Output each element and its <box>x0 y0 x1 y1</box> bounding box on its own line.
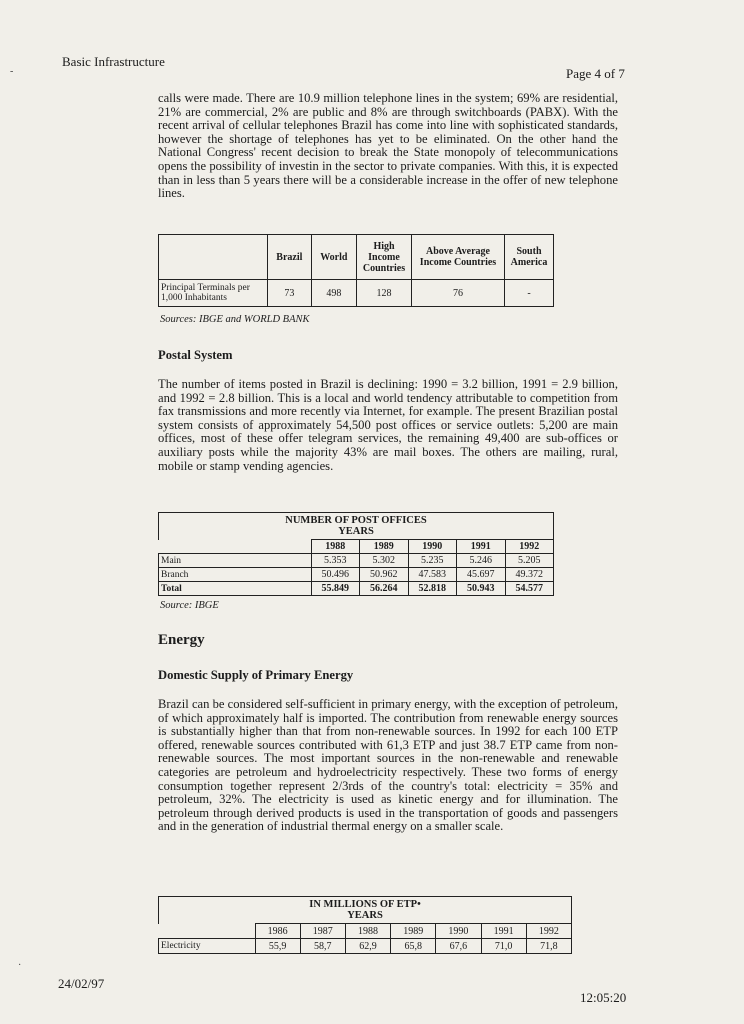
table-cell: 56.264 <box>360 582 409 596</box>
column-header: High Income Countries <box>357 235 412 280</box>
table-cell: 71,0 <box>481 939 526 954</box>
table-header-row <box>159 924 572 939</box>
table-cell: 50.943 <box>457 582 506 596</box>
column-header: South America <box>505 235 554 280</box>
table-cell: 5.353 <box>311 554 360 568</box>
table-caption <box>159 897 572 924</box>
table-row-total <box>159 582 554 596</box>
row-label: Principal Terminals per 1,000 Inhabitants <box>159 280 268 307</box>
year-header: 1992 <box>505 540 554 554</box>
table-cell: 47.583 <box>408 568 457 582</box>
energy-block <box>158 698 618 834</box>
subsection-heading: Domestic Supply of Primary Energy <box>158 668 354 682</box>
header-title: Basic Infrastructure <box>62 54 165 69</box>
table-corner-cell <box>159 540 312 554</box>
table-cell: 498 <box>311 280 356 307</box>
scan-mark: - <box>10 66 14 77</box>
table-cell: 128 <box>357 280 412 307</box>
table-cell: 67,6 <box>436 939 481 954</box>
table-cell: 50.496 <box>311 568 360 582</box>
table-title: NUMBER OF POST OFFICES <box>285 515 427 526</box>
table-cell: 49.372 <box>505 568 554 582</box>
year-header: 1991 <box>481 924 526 939</box>
table-corner-cell <box>159 924 256 939</box>
table-header-row <box>159 540 554 554</box>
table-cell: 62,9 <box>345 939 390 954</box>
table-row <box>159 554 554 568</box>
energy-table <box>158 896 572 954</box>
year-header: 1988 <box>345 924 390 939</box>
footer-time: 12:05:20 <box>580 990 627 1005</box>
table-subtitle: YEARS <box>338 526 374 537</box>
table-cell: 5.246 <box>457 554 506 568</box>
year-header: 1992 <box>526 924 571 939</box>
table-cell: 50.962 <box>360 568 409 582</box>
year-header: 1989 <box>360 540 409 554</box>
table-cell: 73 <box>268 280 312 307</box>
table-cell: 76 <box>412 280 505 307</box>
section-heading-energy: Energy <box>158 632 205 648</box>
table-row <box>159 568 554 582</box>
table-subtitle: YEARS <box>347 910 383 921</box>
table-cell: 65,8 <box>391 939 436 954</box>
table-source: Sources: IBGE and WORLD BANK <box>160 314 310 325</box>
year-header: 1988 <box>311 540 360 554</box>
postal-block <box>158 378 618 473</box>
column-header: World <box>311 235 356 280</box>
table-source: Source: IBGE <box>160 600 219 611</box>
table-cell: 55,9 <box>255 939 300 954</box>
table-corner-cell <box>159 235 268 280</box>
table-caption <box>159 513 554 540</box>
footer-date: 24/02/97 <box>58 976 105 991</box>
table-caption-row <box>159 513 554 540</box>
postal-paragraph: The number of items posted in Brazil is declining: 1990 = 3.2 billion, 1991 = 2.9 billion, and 1992 = 2.8 billion. This is a local and world tendency attributable to competition from fax transmissions and more recently via Internet, for example. The present Brazilian postal system consists of approximately 54,500 post offices or service outlets: 5,200 are main offices, most of these offer telegram services, the remaining 49,400 are sub-offices or auxiliary posts while the majority 43% are mail boxes. The others are mailing, rural, mobile or stamp vending agencies. <box>158 377 618 473</box>
scan-mark: · <box>18 960 22 971</box>
table-cell: 54.577 <box>505 582 554 596</box>
table-cell: 45.697 <box>457 568 506 582</box>
post-office-table <box>158 512 554 596</box>
table-caption-row <box>159 897 572 924</box>
table-cell: 58,7 <box>300 939 345 954</box>
table-row <box>159 280 554 307</box>
table-header-row <box>159 235 554 280</box>
intro-paragraph: calls were made. There are 10.9 million telephone lines in the system; 69% are residential, 21% are commercial, 2% are public and 8% are through switchboards (PABX). With the recent arrival of cellular telephones Brazil has come into line with sophisticated standards, however the shortage of telephones has yet to be eliminated. On the other hand the National Congress' recent decision to break the State monopoly of telecommunications opens the possibility of investin in the sector to private companies. With this, it is expected than in less than 5 years there will be a considerable increase in the offer of new telephone lines. <box>158 91 618 201</box>
year-header: 1987 <box>300 924 345 939</box>
table-cell: 5.235 <box>408 554 457 568</box>
table-cell: 55.849 <box>311 582 360 596</box>
page-number: Page 4 of 7 <box>566 66 625 81</box>
table-cell: 71,8 <box>526 939 571 954</box>
year-header: 1989 <box>391 924 436 939</box>
row-label: Electricity <box>159 939 256 954</box>
table-cell: 5.205 <box>505 554 554 568</box>
section-heading-postal: Postal System <box>158 348 233 362</box>
table-cell: 52.818 <box>408 582 457 596</box>
year-header: 1986 <box>255 924 300 939</box>
row-label: Branch <box>159 568 312 582</box>
row-label: Total <box>159 582 312 596</box>
intro-block <box>158 92 618 201</box>
row-label: Main <box>159 554 312 568</box>
table-cell: 5.302 <box>360 554 409 568</box>
year-header: 1990 <box>408 540 457 554</box>
table-cell: - <box>505 280 554 307</box>
telephone-table <box>158 234 554 307</box>
year-header: 1990 <box>436 924 481 939</box>
energy-paragraph: Brazil can be considered self-sufficient in primary energy, with the exception of petroleum, of which approximately half is imported. The contribution from renewable energy sources is substantially higher than that from non-renewable sources. In 1992 for each 100 ETP offered, renewable sources contributed with 61,3 ETP and just 38.7 ETP came from non-renewable sources. The most important sources in the non-renewable and renewable categories are petroleum and hydroelectricity respectively. These two forms of energy consumption together represent 2/3rds of the country's total: electricity = 35% and petroleum, 32%. The electricity is used as kinetic energy and for illumination. The petroleum through derived products is used in the transportation of goods and passengers and in the generation of industrial thermal energy on a smaller scale. <box>158 697 618 834</box>
column-header: Above Average Income Countries <box>412 235 505 280</box>
column-header: Brazil <box>268 235 312 280</box>
table-row <box>159 939 572 954</box>
table-title: IN MILLIONS OF ETP• <box>309 899 421 910</box>
year-header: 1991 <box>457 540 506 554</box>
